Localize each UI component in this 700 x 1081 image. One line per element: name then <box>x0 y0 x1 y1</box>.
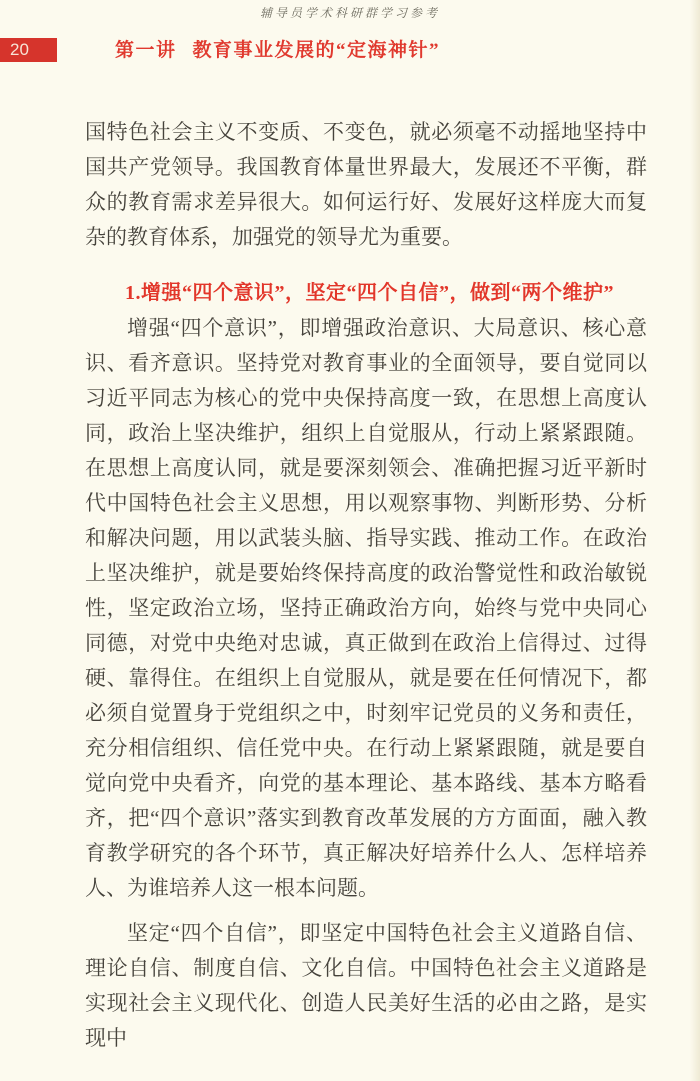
page-number-badge: 20 <box>0 38 57 62</box>
chapter-title: 教育事业发展的“定海神针” <box>192 40 441 61</box>
paragraph-continuation: 国特色社会主义不变质、不变色，就必须毫不动摇地坚持中国共产党领导。我国教育体量世界最大，发展还不平衡，群众的教育需求差异很大。如何运行好、发展好这样庞大而复杂的教育体系，加强党的领导尤为重要。 <box>85 120 647 249</box>
paragraph-four-consciousnesses: 增强“四个意识”，即增强政治意识、大局意识、核心意识、看齐意识。坚持党对教育事业的全面领导，要自觉同以习近平同志为核心的党中央保持高度一致，在思想上高度认同，政治上坚决维护，组织上自觉服从，行动上紧紧跟随。在思想上高度认同，就是要深刻领会、准确把握习近平新时代中国特色社会主义思想，用以观察事物、判断形势、分析和解决问题，用以武装头脑、指导实践、推动工作。在政治上坚决维护，就是要始终保持高度的政治警觉性和政治敏锐性，坚定政治立场，坚持正确政治方向，始终与党中央同心同德，对党中央绝对忠诚，真正做到在政治上信得过、过得硬、靠得住。在组织上自觉服从，就是要在任何情况下，都必须自觉置身于党组织之中，时刻牢记党员的义务和责任，充分相信组织、信任党中央。在行动上紧紧跟随，就是要自觉向党中央看齐，向党的基本理论、基本路线、基本方略看齐，把“四个意识”落实到教育改革发展的方方面面，融入教育教学研究的各个环节，真正解决好培养什么人、怎样培养人、为谁培养人这一根本问题。 <box>85 316 647 900</box>
paragraph-four-confidences: 坚定“四个自信”，即坚定中国特色社会主义道路自信、理论自信、制度自信、文化自信。中国特色社会主义道路是实现社会主义现代化、创造人民美好生活的必由之路，是实现中 <box>85 921 647 1050</box>
section-heading: 1.增强“四个意识”，坚定“四个自信”，做到“两个维护” <box>125 282 614 304</box>
page-header <box>0 38 700 64</box>
body-text-column <box>85 115 647 1056</box>
chapter-header <box>115 38 440 64</box>
chapter-label: 第一讲 <box>115 40 177 61</box>
watermark-text: 辅导员学术科研群学习参考 <box>259 6 440 20</box>
